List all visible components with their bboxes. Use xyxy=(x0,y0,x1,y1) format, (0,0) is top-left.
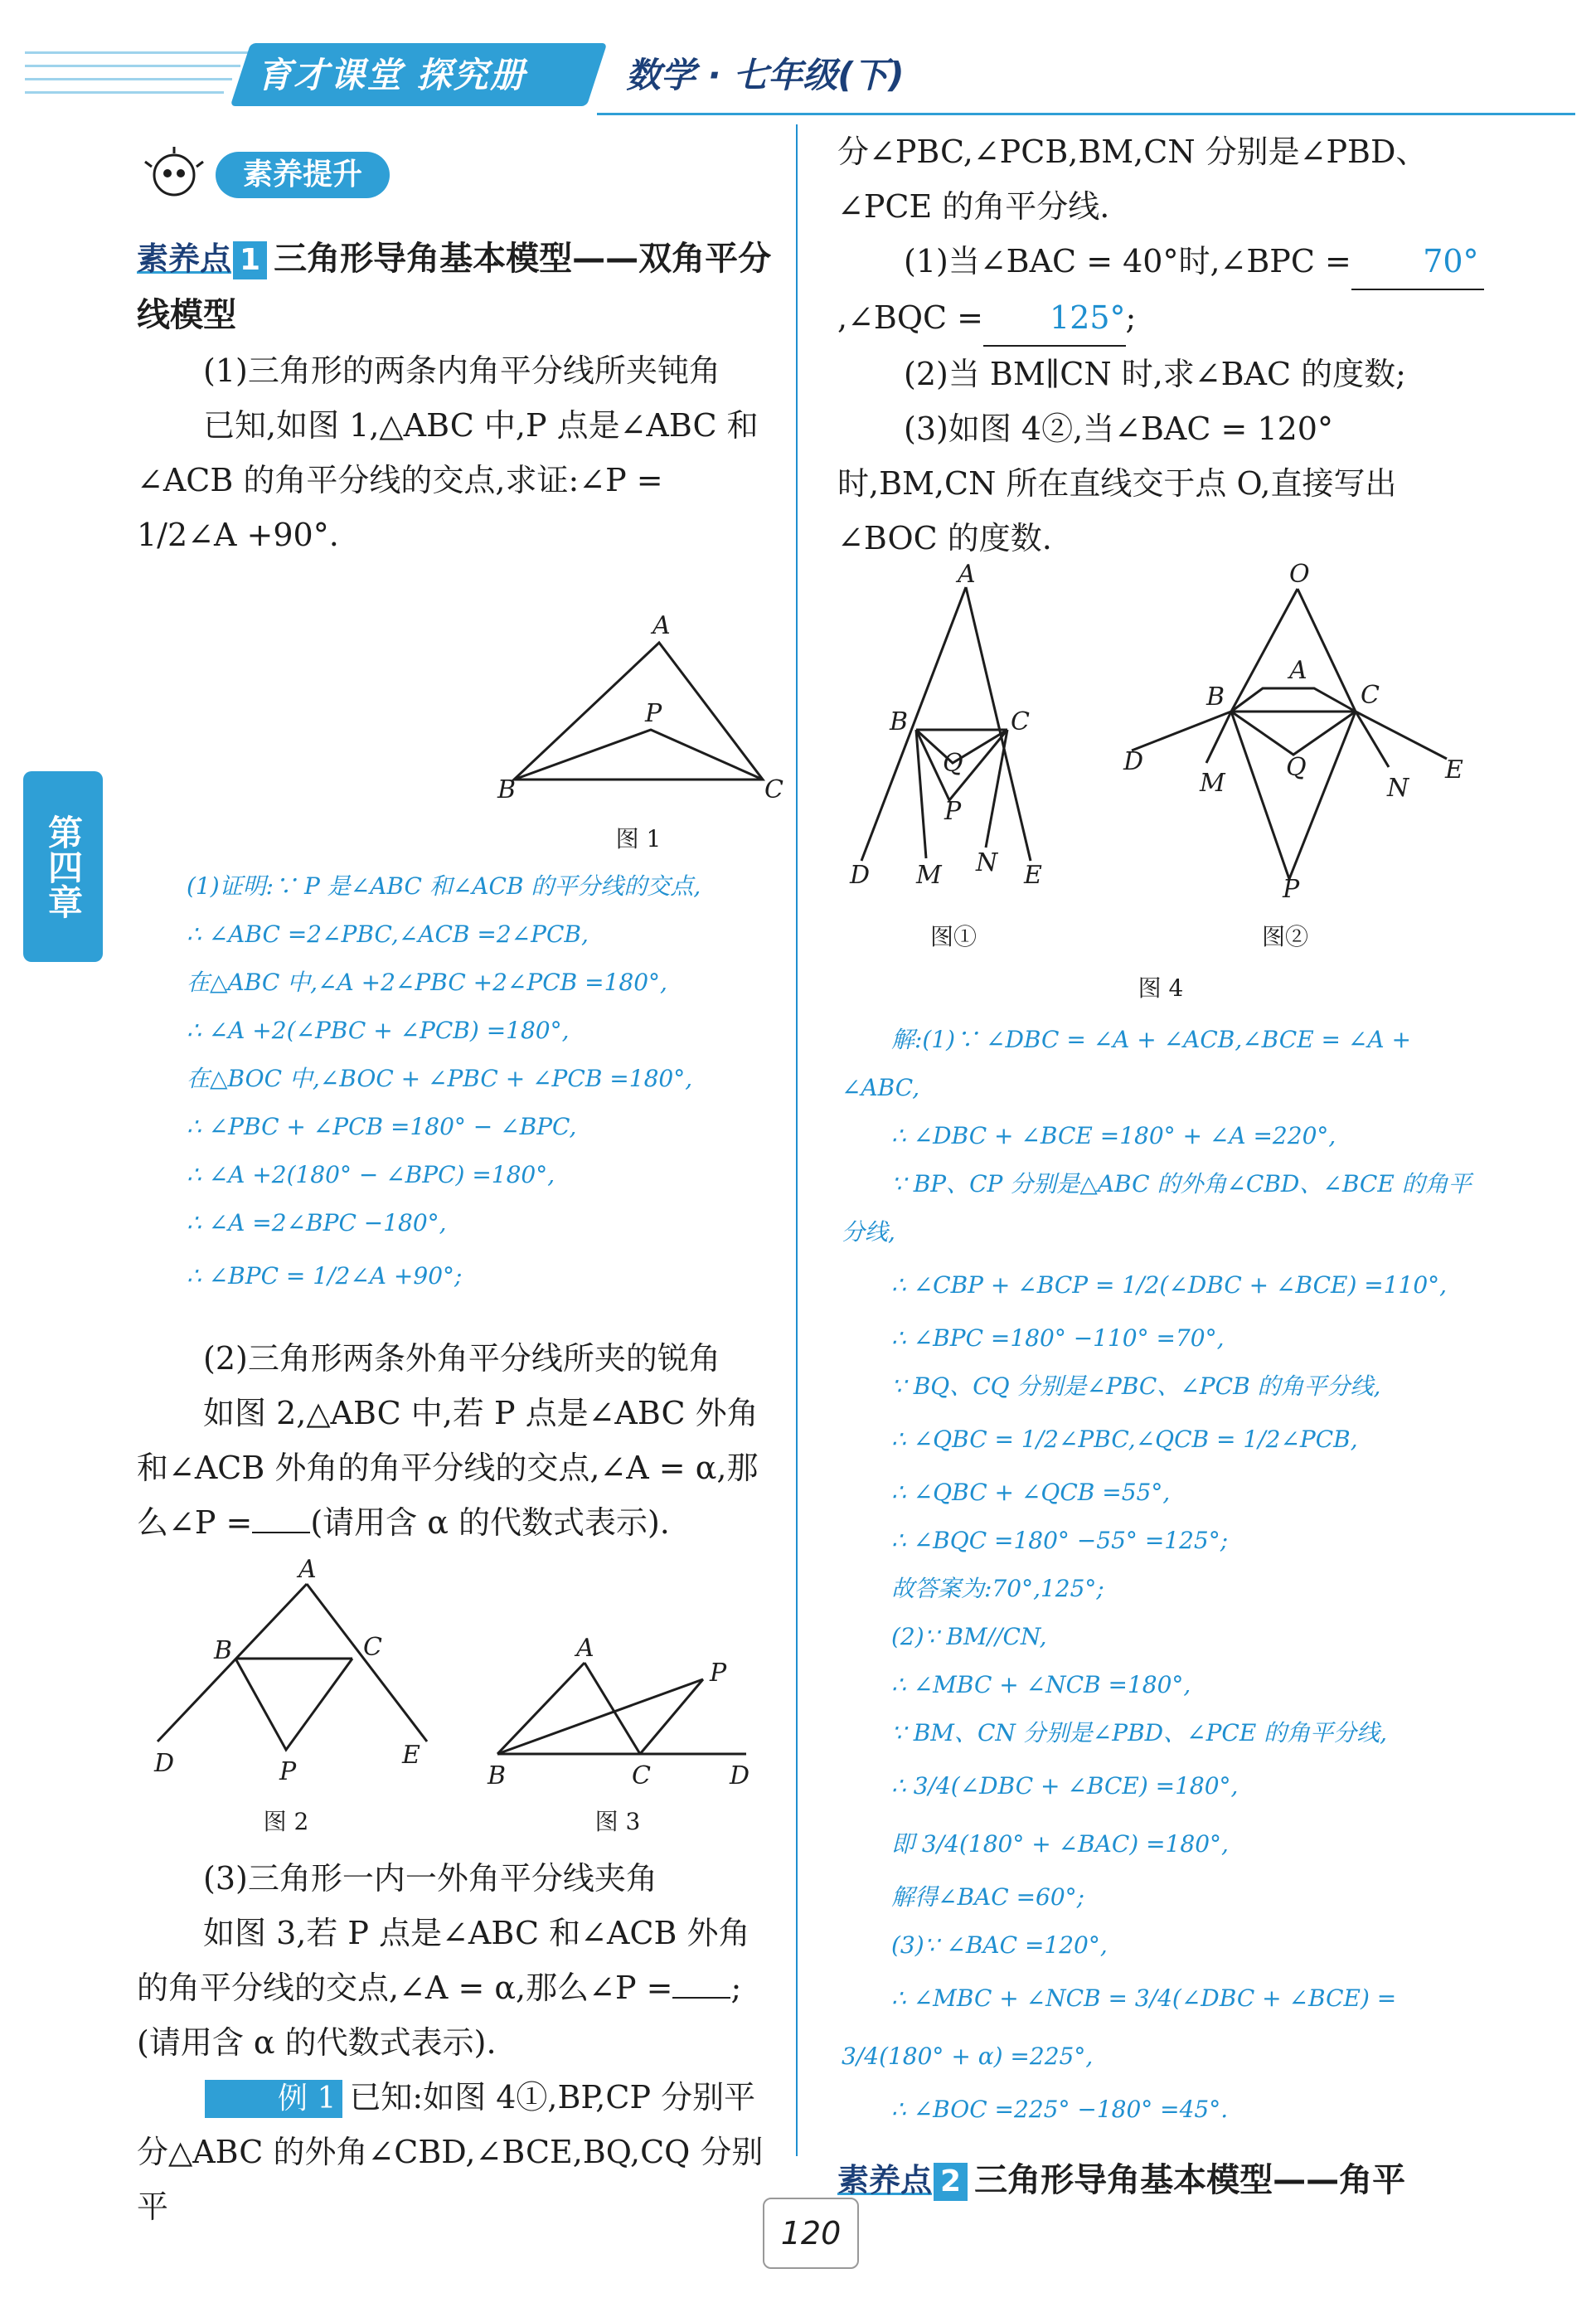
fig1-label-p: P xyxy=(645,699,662,728)
fig4b-label-p: P xyxy=(1283,875,1300,904)
section-badge xyxy=(137,145,402,205)
fig2-label-d: D xyxy=(154,1749,175,1778)
solution-line: ∴ ∠BOC =225° −180° =45°. xyxy=(891,2096,1229,2123)
solution-line: ∴ ∠BPC =180° −110° =70°, xyxy=(891,1324,1225,1352)
solution-line: ∵ BP、CP 分别是△ABC 的外角∠CBD、∠BCE 的角平分线, xyxy=(842,1170,1472,1246)
q1-formula: 1/2∠A +90°. xyxy=(137,517,339,553)
solution-line: ∵ BQ、CQ 分别是∠PBC、∠PCB 的角平分线, xyxy=(891,1372,1381,1400)
fig3-caption: 图 3 xyxy=(594,1808,641,1835)
solution-block xyxy=(842,1016,1484,2134)
fig4b-label-e: E xyxy=(1445,755,1463,785)
proof-line: ∴ ∠PBC + ∠PCB =180° − ∠BPC, xyxy=(187,1113,577,1140)
solution-line: 解:(1)∵ ∠DBC = ∠A + ∠ACB,∠BCE = ∠A + ∠ABC, xyxy=(842,1026,1411,1101)
example-1-continued: 分∠PBC,∠PCB,BM,CN 分别是∠PBD、∠PCE 的角平分线. xyxy=(837,134,1428,225)
fig1-bisectors xyxy=(514,730,763,780)
example-q3: (3)如图 4②,当∠BAC = 120°时,BM,CN 所在直线交于点 O,直接写出∠BOC 的度数. xyxy=(837,410,1397,556)
answer-bpc: 70° xyxy=(1351,234,1484,290)
proof-line: 在△BOC 中,∠BOC + ∠PBC + ∠PCB =180°, xyxy=(187,1065,693,1092)
proof-line: 在△ABC 中,∠A +2∠PBC +2∠PCB =180°, xyxy=(187,969,667,996)
fig4b-caption: 图② xyxy=(1261,923,1308,950)
solution-line: ∵ BM、CN 分别是∠PBD、∠PCE 的角平分线, xyxy=(891,1719,1388,1746)
section-2-heading xyxy=(837,2152,1492,2208)
fig2-label-b: B xyxy=(214,1636,233,1665)
q2-body-text: 如图 2,△ABC 中,若 P 点是∠ABC 外角和∠ACB 外角的角平分线的交点,∠A = α,那么∠P = xyxy=(137,1395,759,1541)
q2-block xyxy=(137,1331,775,1550)
q3-heading: (3)三角形一内一外角平分线夹角 xyxy=(203,1860,657,1897)
section-1-title: 三角形导角基本模型——双角平分线模型 xyxy=(137,240,772,334)
fig1-triangle xyxy=(514,643,763,780)
example-q1-text: (1)当∠BAC = 40°时,∠BPC = xyxy=(904,243,1351,279)
fig3-label-d: D xyxy=(730,1761,750,1790)
solution-line: ∴ ∠MBC + ∠NCB =180°, xyxy=(891,1671,1191,1698)
fig1-label-b: B xyxy=(497,775,517,804)
fig4b-label-o: O xyxy=(1289,560,1310,589)
section-1-tag: 素养点 xyxy=(137,240,232,277)
solution-line: ∴ ∠BQC =180° −55° =125°; xyxy=(891,1527,1229,1554)
example-q1-mid: ∠BQC = xyxy=(847,299,984,336)
fig4b-label-q: Q xyxy=(1286,753,1307,782)
proof-line: ∴ ∠ABC =2∠PBC,∠ACB =2∠PCB, xyxy=(187,921,589,948)
section-1-number: 1 xyxy=(233,241,267,279)
fig4a-label-d: D xyxy=(850,861,871,890)
q3-block xyxy=(137,1851,775,2234)
q3-answer-blank[interactable] xyxy=(672,1997,730,1999)
solution-line: ∴ 3/4(∠DBC + ∠BCE) =180°, xyxy=(891,1772,1239,1800)
proof-line: ∴ ∠A +2(∠PBC + ∠PCB) =180°, xyxy=(187,1017,570,1044)
solution-line: (3)∵ ∠BAC =120°, xyxy=(891,1931,1108,1959)
figure-2 xyxy=(149,1555,448,1786)
section-1-heading xyxy=(137,231,775,343)
fig4b-label-c: C xyxy=(1361,681,1380,710)
left-column xyxy=(137,231,775,562)
section-2-tag: 素养点 xyxy=(837,2162,933,2198)
fig4a-label-b: B xyxy=(890,707,909,736)
figure-1 xyxy=(497,611,783,813)
example-1 xyxy=(137,2070,775,2234)
fig2-label-a: A xyxy=(298,1555,317,1584)
fig4b-label-b: B xyxy=(1206,683,1225,712)
header-banner-title: 育才课堂 探究册 xyxy=(257,55,526,95)
solution-line: ∴ ∠MBC + ∠NCB = 3/4(∠DBC + ∠BCE) = 3/4(180° + α) =225°, xyxy=(842,1984,1397,2070)
solution-line: ∴ ∠QBC + ∠QCB =55°, xyxy=(891,1479,1171,1506)
fig3-label-b: B xyxy=(488,1761,507,1790)
fig3-label-c: C xyxy=(632,1761,651,1790)
fig1-label-a: A xyxy=(652,611,671,640)
fig4b-label-n: N xyxy=(1387,774,1409,803)
solution-line: ∴ ∠DBC + ∠BCE =180° + ∠A =220°, xyxy=(891,1122,1336,1149)
q3-body xyxy=(137,1906,775,2070)
fig4b-label-m: M xyxy=(1200,769,1225,798)
fig4a-caption: 图① xyxy=(929,923,977,950)
q2-tail: (请用含 α 的代数式表示). xyxy=(310,1504,670,1541)
fig4a-label-m: M xyxy=(916,861,942,890)
proof-block xyxy=(187,862,783,1305)
proof-line: ∴ ∠A =2∠BPC −180°, xyxy=(187,1209,447,1236)
solution-line: ∴ ∠QBC = 1/2∠PBC,∠QCB = 1/2∠PCB, xyxy=(891,1426,1358,1453)
fig2-label-p: P xyxy=(279,1757,297,1786)
proof-line: ∴ ∠A +2(180° − ∠BPC) =180°, xyxy=(187,1161,555,1188)
fig4a-label-q: Q xyxy=(943,749,963,778)
example-q1: (1)当∠BAC = 40°时,∠BPC = 70°,∠BQC = 125°; xyxy=(837,234,1484,347)
column-divider xyxy=(796,124,798,2156)
q2-body xyxy=(137,1386,775,1550)
answer-bqc: 125° xyxy=(983,290,1126,347)
right-column xyxy=(837,124,1484,566)
q1-heading: (1)三角形的两条内角平分线所夹钝角 xyxy=(203,352,720,389)
header-subject: 数学 · 七年级(下) xyxy=(626,55,905,95)
section-2-number: 2 xyxy=(934,2163,968,2201)
page-number: 120 xyxy=(763,2198,859,2269)
fig2-label-c: C xyxy=(363,1633,382,1662)
fig4a-label-p: P xyxy=(944,797,962,826)
fig4a-label-a: A xyxy=(958,560,976,589)
fig4-caption: 图 4 xyxy=(1138,974,1184,1002)
fig4a-label-n: N xyxy=(976,848,998,877)
example-tag: 例 1 xyxy=(205,2080,342,2118)
q1-body: 已知,如图 1,△ABC 中,P 点是∠ABC 和∠ACB 的角平分线的交点,求证:∠P = xyxy=(137,407,759,498)
example-q2: (2)当 BM∥CN 时,求∠BAC 的度数; xyxy=(904,356,1406,392)
solution-line: ∴ ∠CBP + ∠BCP = 1/2(∠DBC + ∠BCE) =110°, xyxy=(891,1271,1448,1299)
figure-3 xyxy=(481,1634,763,1790)
proof-line: ∴ ∠BPC = 1/2∠A +90°; xyxy=(187,1262,463,1290)
fig2-label-e: E xyxy=(402,1741,420,1770)
fig1-label-c: C xyxy=(764,775,783,804)
badge-label: 素养提升 xyxy=(216,152,390,198)
proof-line: (1)证明:∵ P 是∠ABC 和∠ACB 的平分线的交点, xyxy=(187,872,701,900)
figure-4a xyxy=(850,560,1065,896)
fig2-caption: 图 2 xyxy=(263,1808,309,1835)
q2-heading: (2)三角形两条外角平分线所夹的锐角 xyxy=(203,1340,720,1377)
section-2-title: 三角形导角基本模型——角平 xyxy=(974,2161,1406,2199)
solution-line: 即 3/4(180° + ∠BAC) =180°, xyxy=(891,1830,1229,1858)
q3-body-text: 如图 3,若 P 点是∠ABC 和∠ACB 外角的角平分线的交点,∠A = α,那么∠P = xyxy=(137,1915,750,2006)
q2-answer-blank[interactable] xyxy=(252,1532,310,1533)
example-1-body: 已知:如图 4①,BP,CP 分别平分△ABC 的外角∠CBD,∠BCE,BQ,CQ 分别平 xyxy=(137,2079,764,2225)
solution-line: 解得∠BAC =60°; xyxy=(891,1883,1085,1911)
fig3-label-p: P xyxy=(710,1659,727,1688)
lightbulb-icon xyxy=(137,145,211,205)
fig1-caption: 图 1 xyxy=(615,825,662,853)
fig3-label-a: A xyxy=(576,1634,594,1663)
solution-line: 故答案为:70°,125°; xyxy=(891,1575,1104,1602)
fig4a-label-c: C xyxy=(1011,707,1030,736)
fig4b-label-d: D xyxy=(1123,747,1144,776)
q3-tail: ;(请用含 α 的代数式表示). xyxy=(137,1970,742,2061)
fig4a-label-e: E xyxy=(1024,861,1042,890)
section-2-heading-wrap xyxy=(837,2152,1492,2208)
solution-line: (2)∵ BM//CN, xyxy=(891,1623,1047,1650)
figure-4b xyxy=(1123,560,1472,904)
chapter-tab: 第四章 xyxy=(23,771,103,962)
fig4b-label-a: A xyxy=(1289,656,1307,685)
